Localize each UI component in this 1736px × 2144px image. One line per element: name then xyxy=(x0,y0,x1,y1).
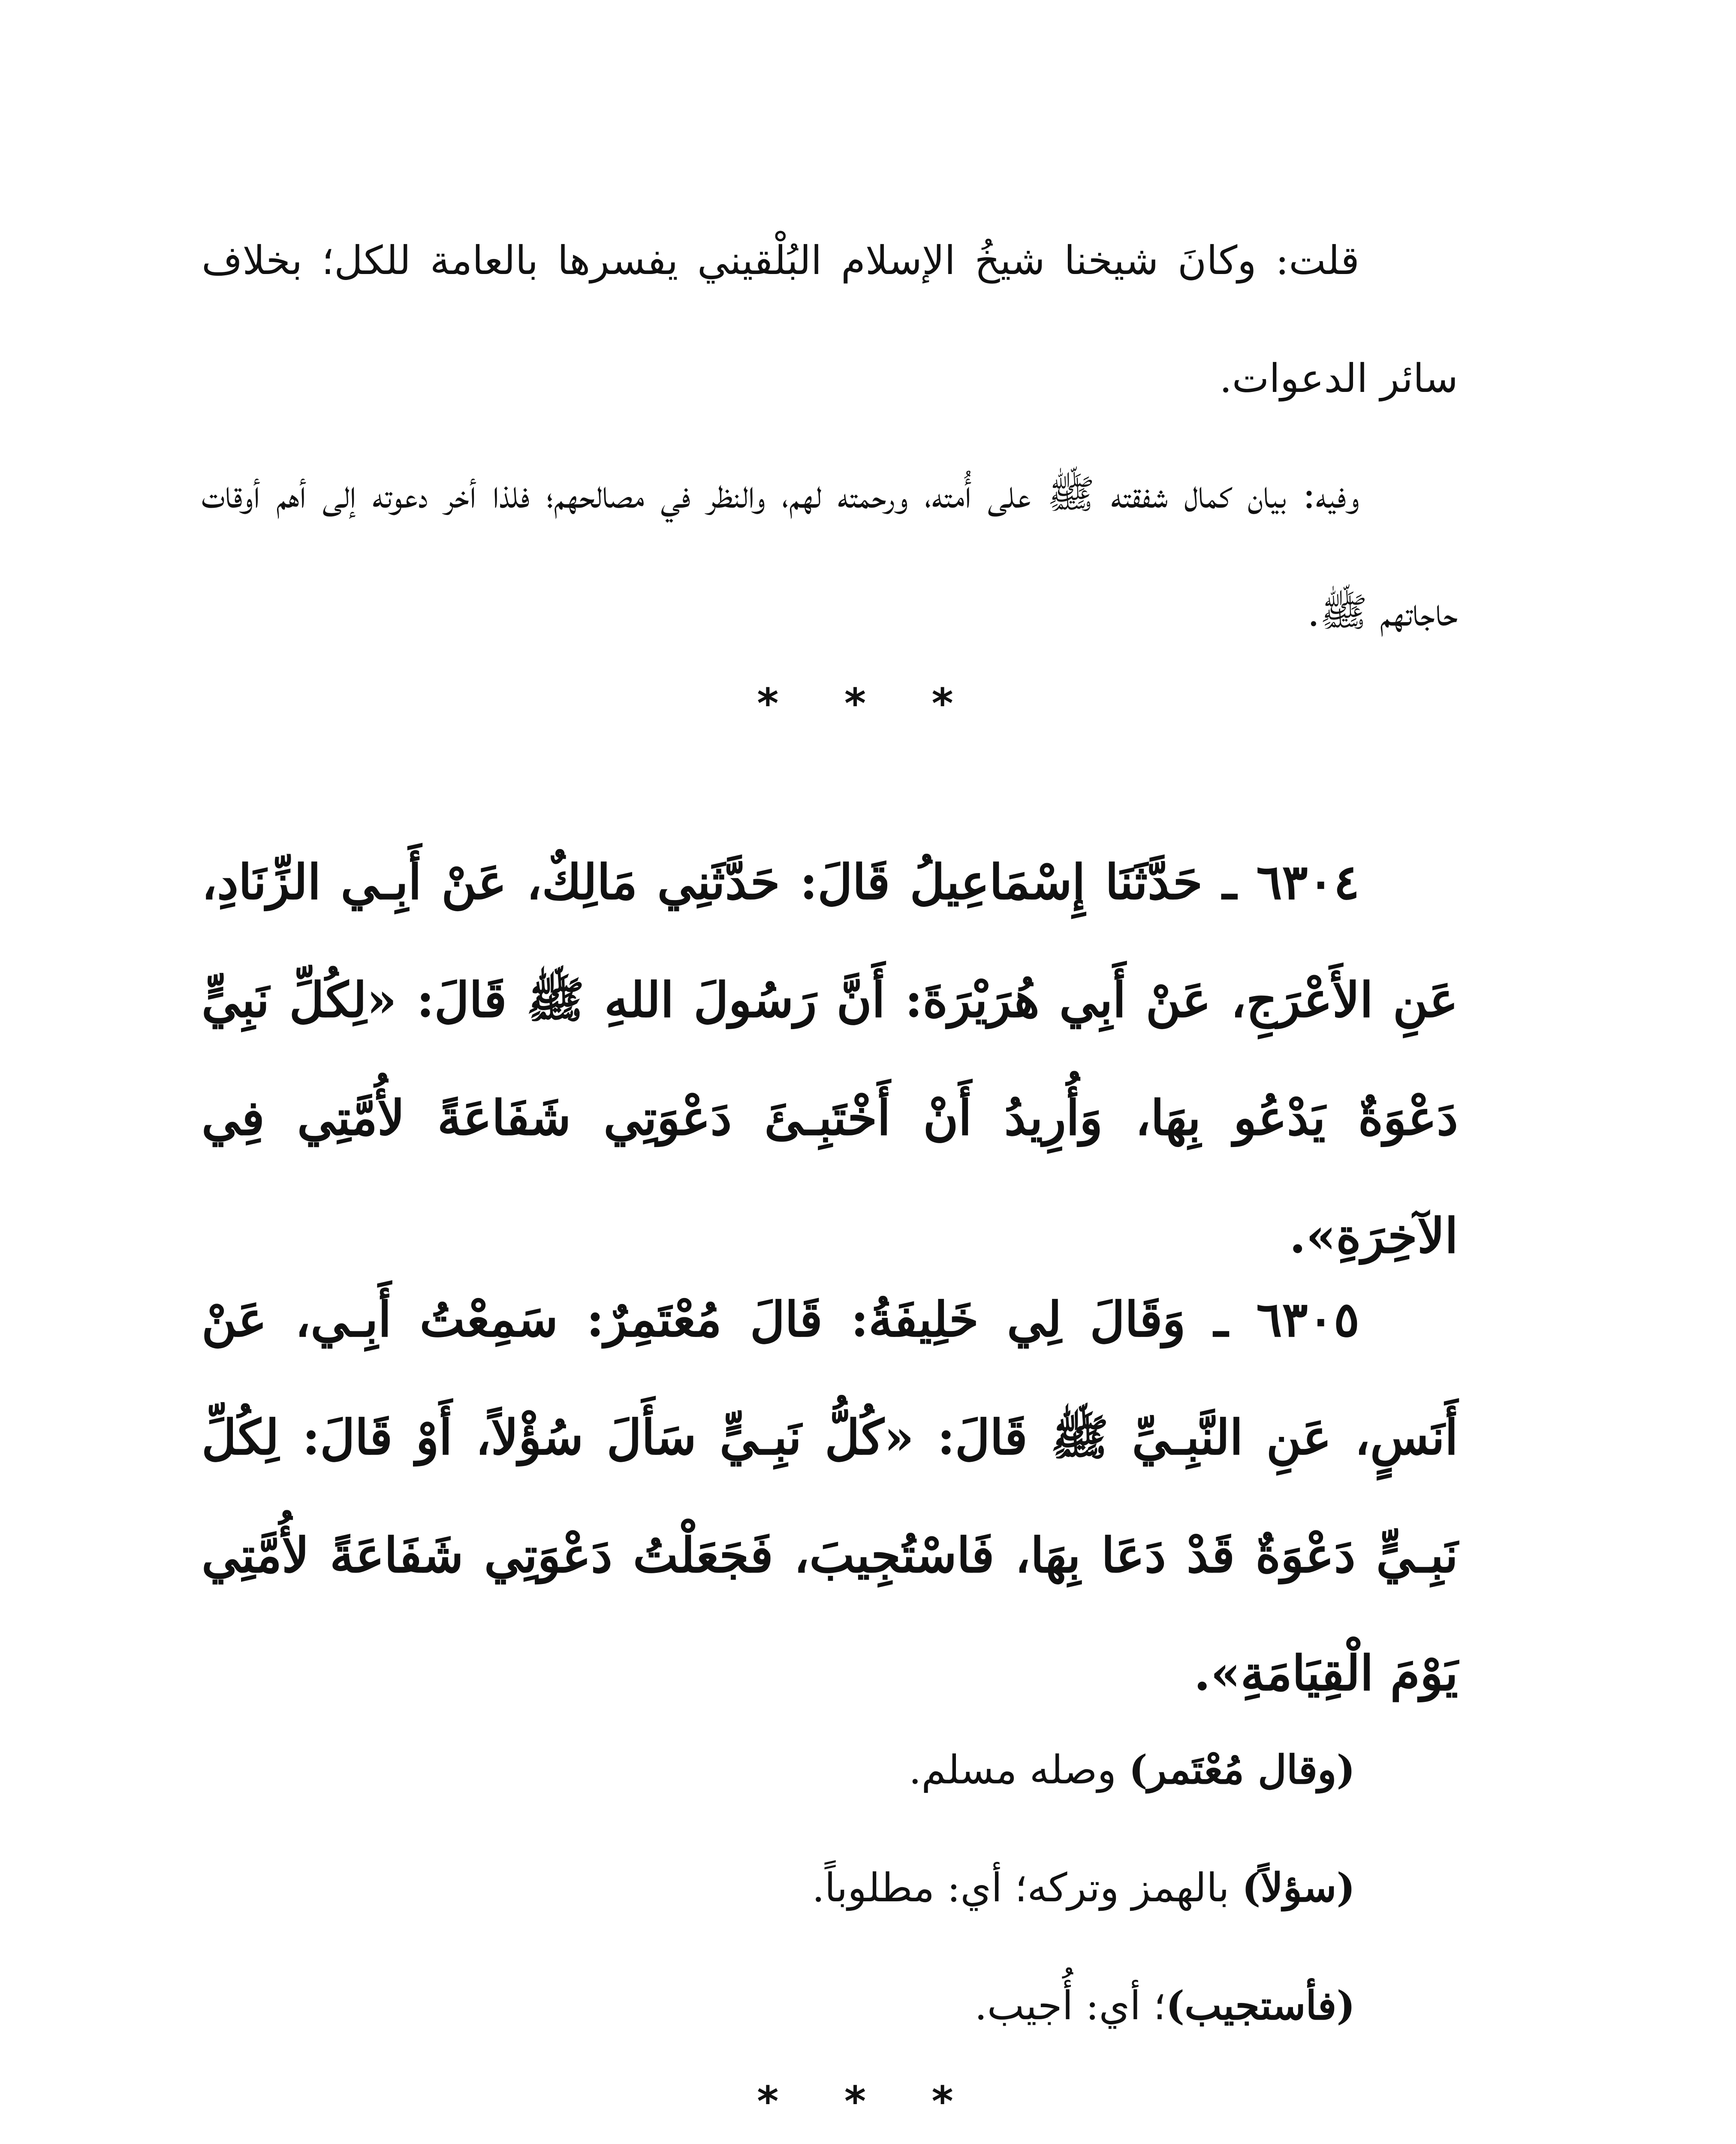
commentary-text-2: وفيه: بيان كمال شفقته ﷺ على أُمته، ورحمته لهم، والنظر في مصالحهم؛ فلذا أخر دعوته إلى أهم أوقات حاجاتهم ﷺ. xyxy=(202,471,1458,635)
commentary-text-1: قلت: وكانَ شيخنا شيخُ الإسلام البُلْقيني يفسرها بالعامة للكل؛ بخلاف سائر الدعوات. xyxy=(202,238,1458,401)
hadith-6305 xyxy=(202,1261,1458,1732)
hadith-6304 xyxy=(202,823,1458,1295)
hadith-6305-text: ٦٣٠٥ ـ وَقَالَ لِي خَلِيفَةُ: قَالَ مُعْتَمِرٌ: سَمِعْتُ أَبِـي، عَنْ أَنَسٍ، عَنِ النَّبِـيِّ ﷺ قَالَ: «كُلُّ نَبِـيٍّ سَأَلَ سُؤْلاً، أَوْ قَالَ: لِكُلِّ نَبِـيٍّ دَعْوَةٌ قَدْ دَعَا بِهَا، فَاسْتُجِيبَ، فَجَعَلْتُ دَعْوَتِي شَفَاعَةً لأُمَّتِي يَوْمَ الْقِيَامَةِ». xyxy=(202,1292,1458,1701)
section-separator-2: * * * xyxy=(757,2078,979,2126)
note-1-term: (وقال مُعْتَمر) xyxy=(1129,1747,1355,1793)
note-3-term: (فأستجيب) xyxy=(1166,1982,1355,2029)
notes-block xyxy=(202,1711,1355,2065)
note-2-text: بالهمز وتركه؛ أي: مطلوباً. xyxy=(812,1865,1242,1911)
note-1 xyxy=(202,1711,1355,1829)
note-2-term: (سؤلاً) xyxy=(1242,1864,1355,1911)
section-separator-1: * * * xyxy=(757,680,979,728)
note-2 xyxy=(202,1829,1355,1947)
note-3-text: ؛ أي: أُجيب. xyxy=(974,1983,1166,2029)
note-3 xyxy=(202,1947,1355,2065)
note-1-text: وصله مسلم. xyxy=(909,1747,1129,1793)
hadith-6304-text: ٦٣٠٤ ـ حَدَّثَنَا إِسْمَاعِيلُ قَالَ: حَدَّثَنِي مَالِكٌ، عَنْ أَبِـي الزِّنَادِ، عَنِ الأَعْرَجِ، عَنْ أَبِي هُرَيْرَةَ: أَنَّ رَسُولَ اللهِ ﷺ قَالَ: «لِكُلِّ نَبِيٍّ دَعْوَةٌ يَدْعُو بِهَا، وَأُرِيدُ أَنْ أَخْتَبِـئَ دَعْوَتِي شَفَاعَةً لأُمَّتِي فِي الآخِرَةِ». xyxy=(202,854,1458,1264)
commentary-paragraph-2 xyxy=(202,435,1458,671)
commentary-paragraph-1 xyxy=(202,202,1458,437)
